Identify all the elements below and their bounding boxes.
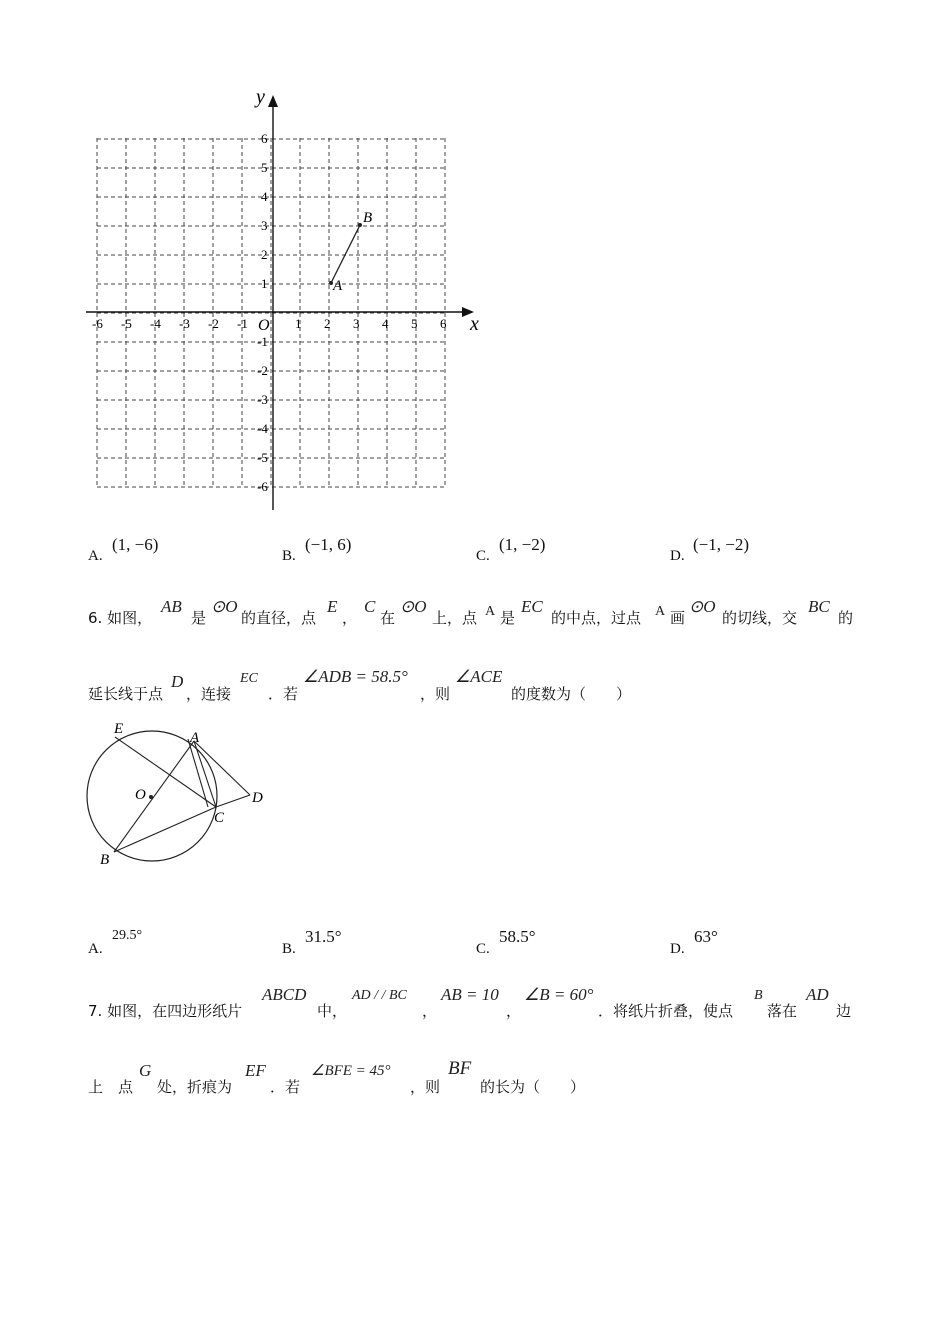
q6-option-d-value: 63° <box>694 927 718 946</box>
segment-ab <box>331 225 360 283</box>
y-tick-label: -3 <box>257 392 268 407</box>
q6-option-b-letter: B. <box>282 941 296 957</box>
y-tick-label: 6 <box>261 131 268 146</box>
q6-circle-figure <box>80 715 280 875</box>
x-tick-label: -2 <box>208 316 219 331</box>
q6-math-c: C <box>364 597 376 616</box>
q6-math-ec: EC <box>240 671 258 686</box>
q6-math-bc: BC <box>808 597 830 616</box>
q6-math-e: E <box>327 597 338 616</box>
q6-text-8: 的中点，过点 <box>551 609 642 627</box>
q7-text-5: ．将纸片折叠，使点 <box>598 1002 734 1020</box>
y-tick-label: -5 <box>257 450 268 465</box>
y-tick-label: 4 <box>261 189 268 204</box>
q7-math-parallel: AD / / BC <box>352 988 407 1003</box>
q5-option-b-letter: B. <box>282 548 296 564</box>
segment-bc <box>114 807 216 852</box>
q6-text-4: ， <box>342 609 358 627</box>
x-tick-label: 6 <box>440 316 447 331</box>
q7-text-7: 边 <box>836 1002 852 1020</box>
y-axis-label: y <box>256 86 265 108</box>
q6-option-b-value: 31.5° <box>305 927 342 946</box>
q6-text-1: 6. 如图， <box>88 609 153 627</box>
x-tick-label: -6 <box>92 316 103 331</box>
q7-text-4: ， <box>506 1002 522 1020</box>
q6-text-14: ．若 <box>268 685 299 703</box>
coordinate-plane <box>0 0 520 520</box>
center-dot <box>149 795 153 799</box>
q7-math-b: B <box>754 988 763 1003</box>
q7-math-angle-b: ∠B = 60° <box>524 985 594 1004</box>
q6-option-c-letter: C. <box>476 941 490 957</box>
q7-text-11: ，则 <box>410 1078 441 1096</box>
q5-option-b-value: (−1, 6) <box>305 535 352 554</box>
q6-text-2: 是 <box>191 609 207 627</box>
q5-option-d-value: (−1, −2) <box>693 535 749 554</box>
q6-math-circle-1: ⊙O <box>211 597 238 616</box>
x-tick-label: 4 <box>382 316 389 331</box>
x-tick-label: 3 <box>353 316 360 331</box>
q7-text-1: 7. 如图，在四边形纸片 <box>88 1002 243 1020</box>
y-tick-label: 5 <box>261 160 268 175</box>
y-axis-arrow <box>268 95 278 107</box>
origin-label: O <box>258 317 270 334</box>
q5-option-c-letter: C. <box>476 548 490 564</box>
q6-text-16: 的度数为（ ） <box>511 685 632 703</box>
q6-math-circle-3: ⊙O <box>689 597 716 616</box>
y-tick-label: 1 <box>261 276 268 291</box>
q6-text-7: 是 <box>500 609 516 627</box>
x-tick-label: 5 <box>411 316 418 331</box>
q7-math-ab: AB = 10 <box>441 985 499 1004</box>
q6-math-a-1: A <box>485 604 496 619</box>
q7-text-8: 上 点 <box>88 1078 134 1096</box>
q7-math-abcd: ABCD <box>262 985 307 1004</box>
q5-option-d-letter: D. <box>670 548 685 564</box>
y-tick-label: -2 <box>257 363 268 378</box>
label-a: A <box>190 730 200 746</box>
q6-text-13: ，连接 <box>186 685 232 703</box>
q5-option-a-value: (1, −6) <box>112 535 159 554</box>
q7-math-bf: BF <box>448 1058 472 1079</box>
q6-text-11: 的 <box>838 609 854 627</box>
x-axis-label: x <box>470 313 479 335</box>
x-tick-label: -3 <box>179 316 190 331</box>
q6-text-9: 画 <box>670 609 686 627</box>
q7-math-ef: EF <box>245 1061 266 1080</box>
y-tick-label: -6 <box>257 479 268 494</box>
q7-math-g: G <box>139 1061 152 1080</box>
q6-option-a-value: 29.5° <box>112 928 143 943</box>
point-a-label: A <box>333 278 343 294</box>
y-tick-label: 2 <box>261 247 268 262</box>
q6-math-circle-2: ⊙O <box>400 597 427 616</box>
q6-math-a-2: A <box>655 604 666 619</box>
segment-cd <box>216 795 250 807</box>
x-tick-label: -5 <box>121 316 132 331</box>
q7-text-6: 落在 <box>767 1002 798 1020</box>
q6-text-5: 在 <box>380 609 396 627</box>
q7-math-angle-bfe: ∠BFE = 45° <box>311 1063 391 1079</box>
q6-text-12: 延长线于点 <box>88 685 164 703</box>
q6-text-6: 上，点 <box>432 609 478 627</box>
q6-text-10: 的切线，交 <box>722 609 798 627</box>
q7-math-ad: AD <box>806 985 829 1004</box>
x-tick-label: 2 <box>324 316 331 331</box>
y-tick-label: -1 <box>257 334 268 349</box>
x-tick-label: 1 <box>295 316 302 331</box>
y-tick-label: -4 <box>257 421 268 436</box>
q6-option-d-letter: D. <box>670 941 685 957</box>
y-tick-label: 3 <box>261 218 268 233</box>
x-tick-label: -4 <box>150 316 161 331</box>
q7-text-12: 的长为（ ） <box>480 1078 586 1096</box>
q7-text-10: ．若 <box>270 1078 301 1096</box>
label-e: E <box>114 721 124 737</box>
q6-math-arc-ec: EC <box>521 597 543 616</box>
point-b-label: B <box>363 210 373 226</box>
q6-math-ab: AB <box>161 597 182 616</box>
point-b-dot <box>358 223 362 227</box>
q7-text-3: ， <box>422 1002 438 1020</box>
q7-text-2: 中， <box>317 1002 348 1020</box>
q6-option-c-value: 58.5° <box>499 927 536 946</box>
segment-ab <box>114 741 194 852</box>
label-b: B <box>100 852 110 868</box>
q6-math-angle-ace: ∠ACE <box>455 667 503 686</box>
q6-option-a-letter: A. <box>88 941 103 957</box>
q5-option-a-letter: A. <box>88 548 103 564</box>
q6-text-3: 的直径，点 <box>241 609 317 627</box>
q6-text-15: ，则 <box>420 685 451 703</box>
label-c: C <box>214 810 225 826</box>
label-d: D <box>252 790 263 806</box>
q7-text-9: 处，折痕为 <box>157 1078 233 1096</box>
label-o: O <box>135 787 146 803</box>
q5-option-c-value: (1, −2) <box>499 535 546 554</box>
q6-math-d: D <box>171 672 184 691</box>
q6-math-angle-adb: ∠ADB = 58.5° <box>303 667 408 686</box>
x-tick-label: -1 <box>237 316 248 331</box>
